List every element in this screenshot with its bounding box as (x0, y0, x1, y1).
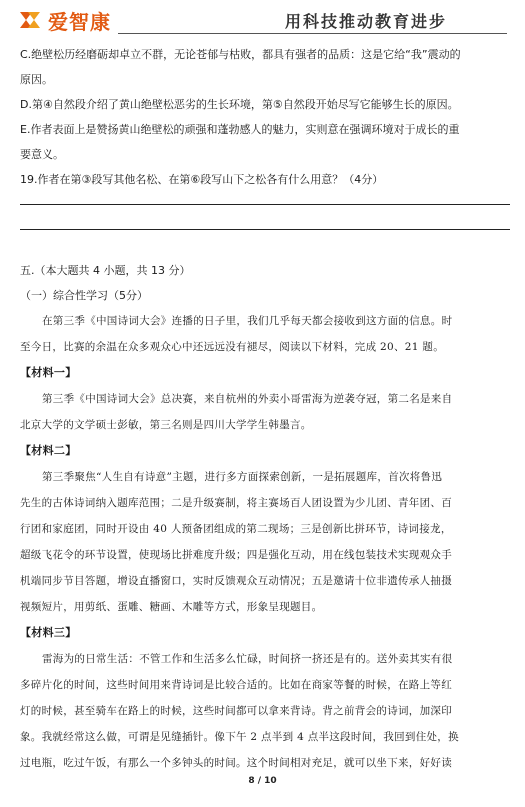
question-19: 19.作者在第③段写其他名松、在第⑥段写山下之松各有什么用意？（4分） (20, 173, 384, 186)
option-line: C.绝壁松历经磨砺却卓立不群，无论苍郁与枯败，都具有强者的品质：这是它给“我”震动的 (20, 48, 461, 61)
option-line: 要意义。 (20, 148, 64, 161)
passage-line: 第三季《中国诗词大会》总决赛，来自杭州的外卖小哥雷海为逆袭夺冠，第二名是来自 (42, 393, 453, 405)
passage-line: 第三季聚焦“人生自有诗意”主题，进行多方面探索创新，一是拓展题库，首次将鲁迅 (42, 471, 443, 483)
answer-options (20, 42, 510, 167)
passage-line: 北京大学的文学硕士彭敏，第三名则是四川大学学生韩墨言。 (20, 419, 312, 431)
passage-line: 机端同步节目答题，增设直播窗口，实时反馈观众互动情况；五是邀请十位非遗传承人抽摄 (20, 575, 452, 587)
passage-line: 在第三季《中国诗词大会》连播的日子里，我们几乎每天都会接收到这方面的信息。时 (42, 315, 453, 327)
section-title: 五.（本大题共 4 小题，共 13 分） (20, 264, 191, 277)
page-header (0, 0, 525, 40)
option-line: D.第④自然段介绍了黄山绝壁松恶劣的生长环境，第⑤自然段开始尽写它能够生长的原因。 (20, 98, 459, 111)
material-label: 【材料三】 (20, 626, 77, 639)
material-label: 【材料二】 (20, 444, 77, 457)
material-label: 【材料一】 (20, 366, 77, 379)
brand-name: 爱智康 (48, 9, 111, 34)
brand-logo-icon (18, 8, 42, 32)
passage-line: 行团和家庭团，同时开设由 40 人预备团组成的第二现场；三是创新比拼环节，诗词接龙， (20, 523, 452, 535)
passage-line: 视频短片，用剪纸、蛋雕、糖画、木雕等方式，形象呈现题目。 (20, 601, 323, 613)
option-line: E.作者表面上是赞扬黄山绝壁松的顽强和蓬勃感人的魅力，实则意在强调环境对于成长的重 (20, 123, 460, 136)
passage-line: 象。我就经常这么做，可谓是见缝插针。像下午 2 点半到 4 点半这段时间，我回到住处，换 (20, 731, 459, 743)
passage-line: 先生的古体诗词纳入题库范围；二是升级赛制，将主赛场百人团设置为少儿团、青年团、百 (20, 497, 452, 509)
passage-line: 至今日，比赛的余温在众多观众心中还远远没有褪尽，阅读以下材料，完成 20、21 题。 (20, 341, 444, 353)
passage-line: 雷海为的日常生活：不管工作和生活多么忙碌，时间挤一挤还是有的。送外卖其实有很 (42, 653, 453, 665)
header-slogan: 用科技推动教育进步 (284, 12, 447, 31)
page-number: 8 / 10 (248, 776, 277, 786)
header-divider (118, 33, 507, 34)
option-line: 原因。 (20, 73, 53, 86)
section-subtitle: （一）综合性学习（5分） (20, 289, 148, 302)
page-content (20, 42, 510, 776)
passage-line: 过电瓶，吃过午饭，有那么一个多钟头的时间。这个时间相对充足，就可以坐下来，好好读 (20, 757, 452, 769)
passage-line: 多碎片化的时间，这些时间用来背诗词是比较合适的。比如在商家等餐的时候，在路上等红 (20, 679, 452, 691)
brand-logo (18, 6, 111, 34)
passage-line: 灯的时候，甚至骑车在路上的时候，这些时间都可以拿来背诗。背之前背会的诗词，加深印 (20, 705, 452, 717)
passage (20, 308, 510, 776)
passage-line: 超级飞花令的环节设置，使现场比拼难度升级；四是强化互动，用在线包装技术实现观众手 (20, 549, 452, 561)
